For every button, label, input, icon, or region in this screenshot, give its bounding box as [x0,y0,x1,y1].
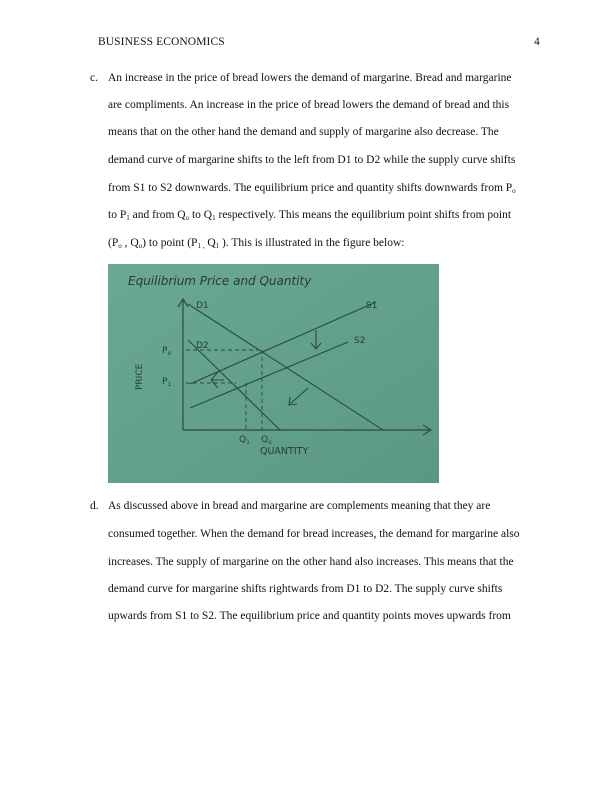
subscript: 1 , [197,242,205,250]
line-text: , Q [121,237,139,249]
line-text: (P [108,237,119,249]
paragraph-c-line-2: are compliments. An increase in the price of bread lowers the demand of bread and this [108,99,510,111]
line-text: ) to point (P [142,237,198,249]
d2-label: D2 [196,341,209,351]
list-marker-d: d. [90,500,99,512]
paragraph-c-line-7 [108,237,404,250]
page-number: 4 [534,36,540,48]
q0-letter: Q [261,435,269,445]
subscript: 1 [215,242,220,250]
line-text: ). This is illustrated in the figure below: [219,237,405,249]
paragraph-c-line-3: means that on the other hand the demand and supply of margarine also decrease. The [108,126,499,138]
list-marker-c: c. [90,72,98,84]
running-head: BUSINESS ECONOMICS [98,36,225,48]
subscript: o [185,214,190,222]
equilibrium-figure [108,264,439,483]
line-text: to P [108,209,127,221]
figure-title: Equilibrium Price and Quantity [128,274,312,288]
paragraph-d-line-5: upwards from S1 to S2. The equilibrium price and quantity points moves upwards from [108,610,511,622]
q1-subscript: 1 [246,439,250,446]
line-text: respectively. This means the equilibrium point shifts from point [215,209,512,221]
paragraph-c-line-6 [108,209,511,222]
line-text: to Q [189,209,213,221]
p1-letter: P [162,377,168,387]
line-text: and from Q [129,209,186,221]
q1-letter: Q [239,435,247,445]
paragraph-c-line-1: An increase in the price of bread lowers the demand of margarine. Bread and margarine [108,72,512,84]
paragraph-d-line-4: demand curve for margarine shifts rightwards from D1 to D2. The supply curve shifts [108,583,503,595]
s1-label: S1 [366,301,378,311]
line-text: from S1 to S2 downwards. The equilibrium price and quantity shifts downwards from P [108,182,513,194]
figure-drawing [108,264,439,483]
paragraph-d-line-3: increases. The supply of margarine on the other hand also increases. This means that the [108,556,514,568]
subscript: o [118,242,122,250]
subscript: o [512,187,516,195]
subscript: 1 [126,214,130,222]
paragraph-d-line-2: consumed together. When the demand for bread increases, the demand for margarine also [108,528,520,540]
p0-letter: P [162,346,168,356]
p1-subscript: 1 [167,381,172,388]
subscript: 1 [212,214,216,222]
paragraph-d-line-1: As discussed above in bread and margarine are complements meaning that they are [108,500,491,512]
s2-label: S2 [354,336,366,346]
y-axis-label: PRICE [135,363,145,390]
paragraph-c-line-4: demand curve of margarine shifts to the left from D1 to D2 while the supply curve shifts [108,154,516,166]
line-text: Q [204,237,216,249]
subscript: o [138,242,143,250]
x-axis-label: QUANTITY [260,446,309,457]
q0-subscript: o [268,439,272,446]
p0-subscript: o [167,350,172,357]
d1-label: D1 [196,301,209,311]
paragraph-c-line-5 [108,182,516,195]
